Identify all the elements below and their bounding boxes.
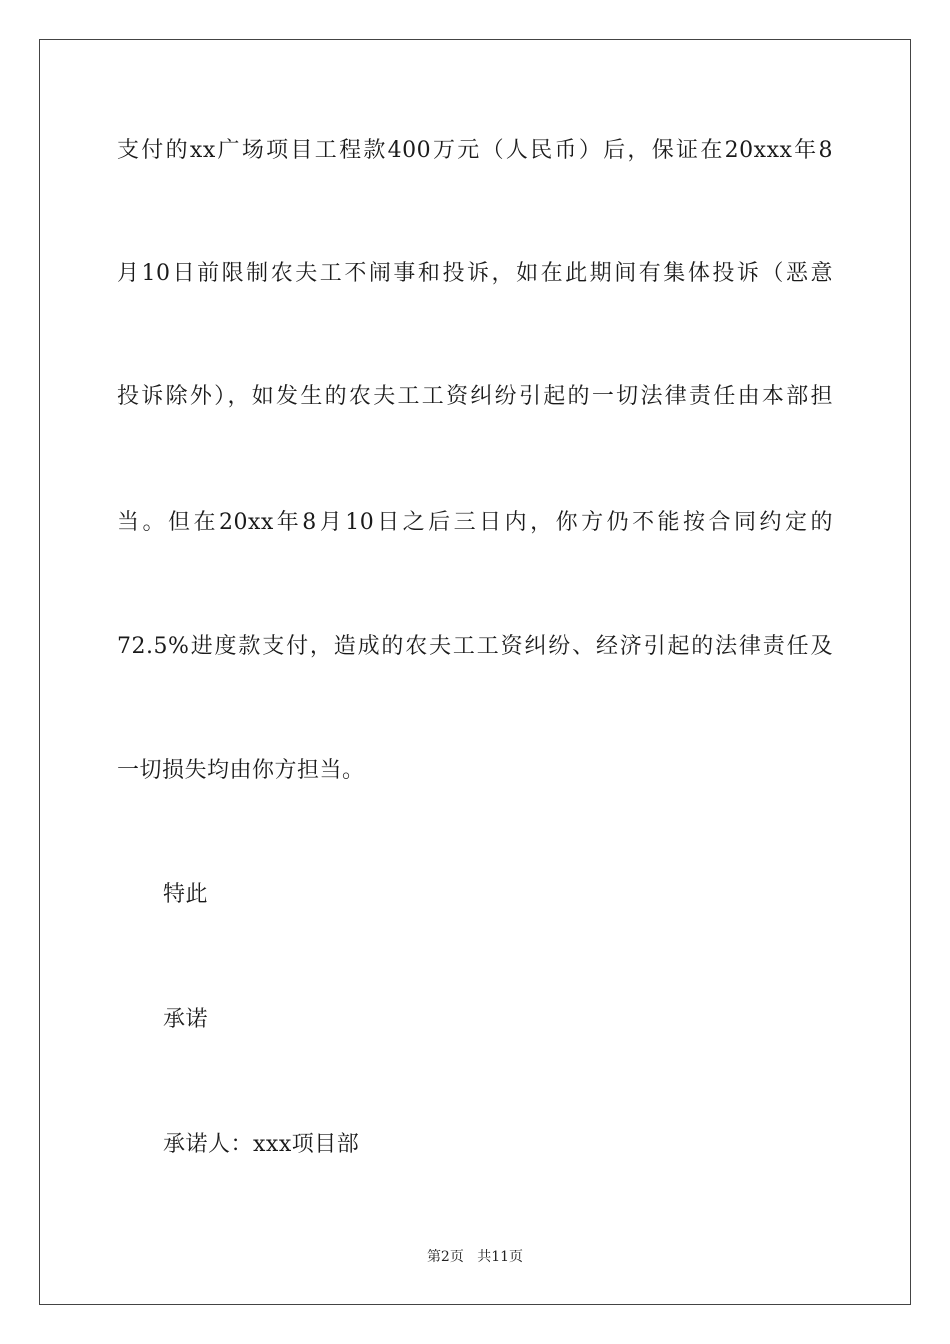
page-footer [0,1247,950,1267]
page-border [39,39,911,1305]
page-total: 共11页 [477,1249,524,1265]
body-line-3: 投诉除外），如发生的农夫工工资纠纷引起的一切法律责任由本部担 [117,384,833,409]
body-line-5: 72.5%进度款支付，造成的农夫工工资纠纷、经济引起的法律责任及 [117,634,833,659]
body-line-2: 月10日前限制农夫工不闹事和投诉，如在此期间有集体投诉（恶意 [117,261,833,286]
page-number: 第2页 [426,1249,464,1265]
body-line-1: 支付的xx广场项目工程款400万元（人民币）后，保证在20xxx年8 [117,138,833,163]
signatory-line: 承诺人：xxx项目部 [163,1132,360,1157]
body-line-6: 一切损失均由你方担当。 [117,758,365,783]
closing-text-2: 承诺 [163,1007,209,1032]
closing-text-1: 特此 [163,882,209,907]
body-line-4: 当。但在20xx年8月10日之后三日内，你方仍不能按合同约定的 [117,510,833,535]
